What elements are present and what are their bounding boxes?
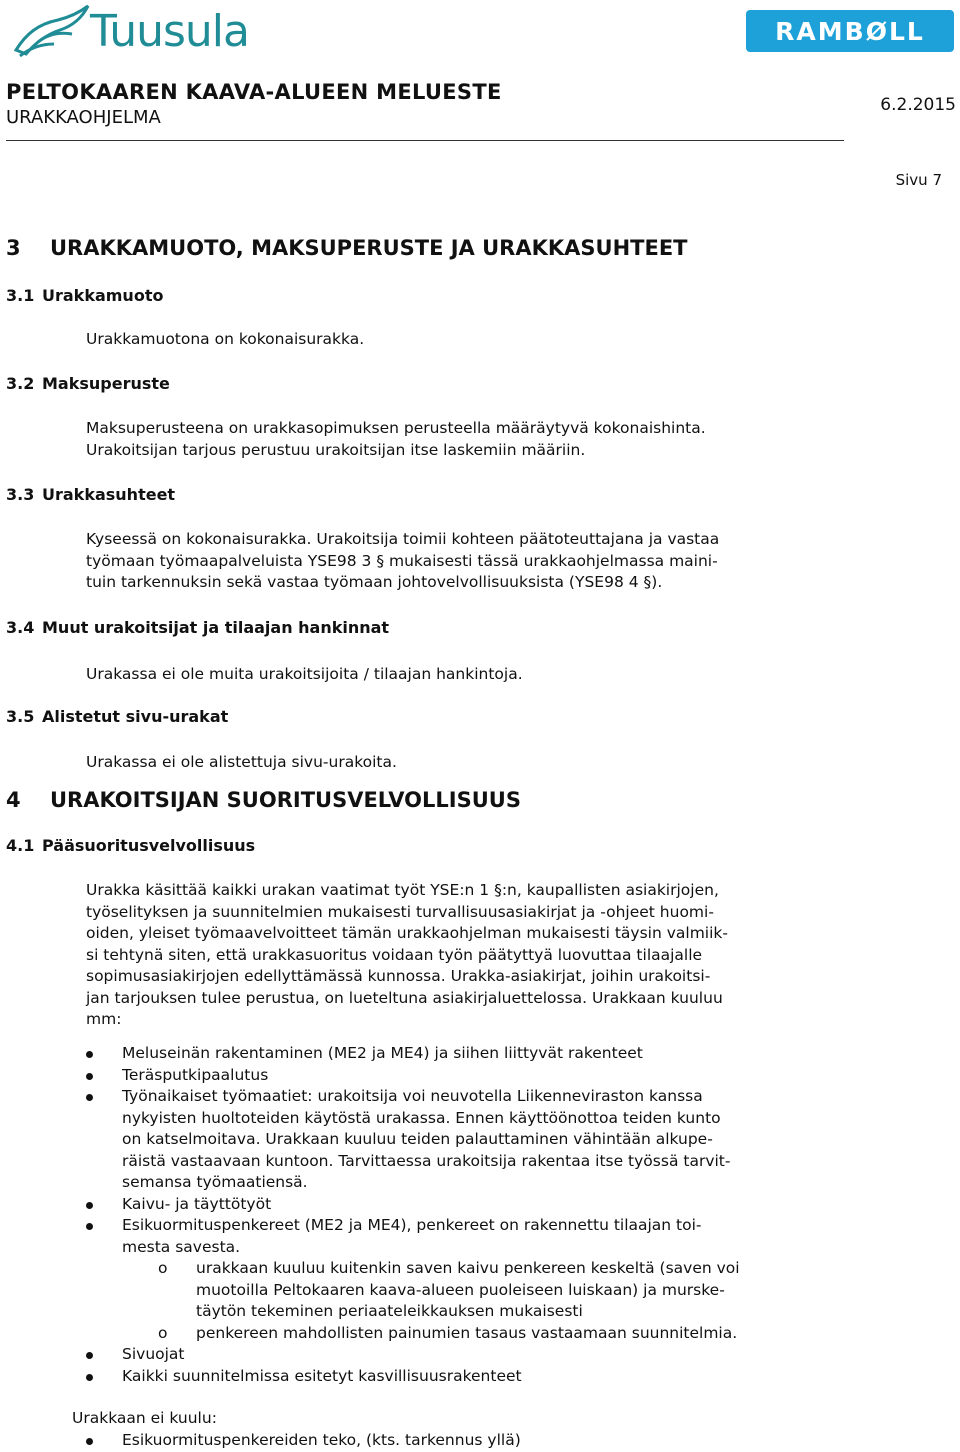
heading-3 bbox=[6, 236, 688, 260]
heading-number: 4 bbox=[6, 788, 21, 812]
bullet-icon bbox=[86, 1223, 93, 1230]
document-title: PELTOKAAREN KAAVA-ALUEEN MELUESTE bbox=[6, 80, 502, 104]
header-rule bbox=[6, 140, 844, 141]
heading-3-3 bbox=[6, 485, 175, 504]
text-line: Kyseessä on kokonaisurakka. Urakoitsija toimii kohteen päätoteuttajana ja vastaa bbox=[86, 530, 720, 548]
bullet-icon bbox=[86, 1051, 93, 1058]
heading-text: Pääsuoritusvelvollisuus bbox=[42, 836, 256, 855]
heading-text: URAKKAMUOTO, MAKSUPERUSTE JA URAKKASUHTEET bbox=[50, 236, 688, 260]
page-number: Sivu 7 bbox=[895, 171, 942, 189]
text-line: Maksuperusteena on urakkasopimuksen perusteella määräytyvä kokonaishinta. bbox=[86, 419, 706, 437]
heading-4 bbox=[6, 788, 521, 812]
list-item-text: nykyisten huoltoteiden käytöstä urakassa. Ennen käyttöönottoa teiden kunto bbox=[122, 1108, 721, 1127]
excludes-list bbox=[86, 1430, 876, 1452]
heading-number: 3.5 bbox=[6, 707, 35, 726]
heading-3-5 bbox=[6, 707, 228, 726]
list-item-text: Kaikki suunnitelmissa esitetyt kasvillisuusrakenteet bbox=[122, 1366, 522, 1385]
paragraph-4-1 bbox=[86, 880, 846, 1031]
list-item bbox=[86, 1194, 876, 1216]
bullet-icon bbox=[86, 1094, 93, 1101]
text-line: Urakkamuotona on kokonaisurakka. bbox=[86, 330, 365, 348]
list-item-text: Teräsputkipaalutus bbox=[122, 1065, 269, 1084]
bullet-icon bbox=[86, 1374, 93, 1381]
heading-3-1 bbox=[6, 286, 163, 305]
heading-number: 3.2 bbox=[6, 374, 35, 393]
bullet-icon bbox=[86, 1352, 93, 1359]
heading-text: Urakkamuoto bbox=[42, 286, 164, 305]
paragraph-3-3 bbox=[86, 529, 846, 594]
includes-list bbox=[86, 1043, 876, 1387]
list-item-text: Kaivu- ja täyttötyöt bbox=[122, 1194, 272, 1213]
document-date: 6.2.2015 bbox=[880, 95, 956, 115]
list-item-text: Esikuormituspenkereet (ME2 ja ME4), penkereet on rakennettu tilaajan toi- bbox=[122, 1216, 702, 1234]
text-line: Urakoitsijan tarjous perustuu urakoitsijan itse laskemiin määriin. bbox=[86, 440, 586, 459]
list-item bbox=[86, 1430, 876, 1452]
text-line: työmaan työmaapalveluista YSE98 3 § mukaisesti tässä urakkaohjelmassa maini- bbox=[86, 551, 718, 570]
text-line: Urakassa ei ole alistettuja sivu-urakoita. bbox=[86, 753, 397, 771]
ramboll-logo-text: RAMBØLL bbox=[775, 17, 925, 46]
sub-list-item-text: penkereen mahdollisten painumien tasaus vastaamaan suunnitelmia. bbox=[196, 1323, 738, 1342]
sub-list-item-text: täytön tekeminen periaateleikkauksen mukaisesti bbox=[196, 1302, 583, 1320]
bullet-icon bbox=[86, 1438, 93, 1445]
list-item bbox=[86, 1043, 876, 1065]
heading-3-4 bbox=[6, 618, 389, 637]
tuusula-logo-text: Tuusula bbox=[90, 6, 249, 57]
sub-list-item-text: urakkaan kuuluu kuitenkin saven kaivu penkereen keskeltä (saven voi bbox=[196, 1259, 740, 1277]
heading-number: 4.1 bbox=[6, 836, 35, 855]
list-item bbox=[86, 1215, 876, 1258]
heading-4-1 bbox=[6, 836, 255, 855]
paragraph-3-2 bbox=[86, 418, 846, 461]
text-line: sopimusasiakirjojen edellyttämässä kunnossa. Urakka-asiakirjat, joihin urakoitsi- bbox=[86, 967, 711, 985]
sub-bullet-marker: o bbox=[158, 1323, 168, 1342]
paragraph-3-4 bbox=[86, 664, 846, 686]
excludes-heading: Urakkaan ei kuulu: bbox=[72, 1409, 217, 1427]
sub-list-item bbox=[86, 1323, 876, 1345]
sub-list-item bbox=[86, 1258, 876, 1323]
text-line: tuin tarkennuksin sekä vastaa työmaan johtovelvollisuuksista (YSE98 4 §). bbox=[86, 573, 663, 591]
heading-3-2 bbox=[6, 374, 170, 393]
text-line: Urakassa ei ole muita urakoitsijoita / tilaajan hankintoja. bbox=[86, 665, 523, 683]
list-item-text: räistä vastaavaan kuntoon. Tarvittaessa urakoitsija rakentaa itse työssä tarvit- bbox=[122, 1151, 731, 1170]
ramboll-logo bbox=[746, 10, 954, 52]
heading-number: 3 bbox=[6, 236, 21, 260]
list-item-text: Sivuojat bbox=[122, 1345, 185, 1363]
text-line: oiden, yleiset työmaavelvoitteet tämän urakkaohjelman mukaisesti täysin valmiik- bbox=[86, 924, 728, 942]
text-line: jan tarjouksen tulee perustua, on lueteltuna asiakirjaluettelossa. Urakkaan kuuluu bbox=[86, 988, 723, 1007]
bullet-icon bbox=[86, 1202, 93, 1209]
document-subtitle: URAKKAOHJELMA bbox=[6, 107, 161, 128]
text-line: si tehtynä siten, että urakkasuoritus voidaan työn päätyttyä luovuttaa tilaajalle bbox=[86, 945, 703, 964]
heading-number: 3.3 bbox=[6, 485, 35, 504]
text-line: työselityksen ja suunnitelmien mukaisesti turvallisuusasiakirjat ja -ohjeet huomi- bbox=[86, 902, 714, 921]
list-item-text: semansa työmaatiensä. bbox=[122, 1173, 308, 1191]
heading-text: Urakkasuhteet bbox=[42, 485, 176, 504]
sub-list-item-text: muotoilla Peltokaaren kaava-alueen puoleiseen luiskaan) ja murske- bbox=[196, 1280, 725, 1299]
text-line: mm: bbox=[86, 1010, 122, 1028]
tuusula-logo bbox=[8, 4, 308, 60]
heading-text: Maksuperuste bbox=[42, 374, 170, 393]
list-item bbox=[86, 1344, 876, 1366]
heading-text: Muut urakoitsijat ja tilaajan hankinnat bbox=[42, 618, 390, 637]
sub-bullet-marker: o bbox=[158, 1259, 168, 1277]
tuusula-bird-icon bbox=[8, 4, 90, 60]
list-item-text: on katselmoitava. Urakkaan kuuluu teiden palauttaminen vähintään alkupe- bbox=[122, 1130, 713, 1148]
list-item bbox=[86, 1065, 876, 1087]
list-item-text: Meluseinän rakentaminen (ME2 ja ME4) ja siihen liittyvät rakenteet bbox=[122, 1044, 643, 1062]
list-item-text: Työnaikaiset työmaatiet: urakoitsija voi neuvotella Liikenneviraston kanssa bbox=[122, 1087, 703, 1105]
heading-number: 3.4 bbox=[6, 618, 35, 637]
list-item bbox=[86, 1086, 876, 1194]
paragraph-3-5 bbox=[86, 752, 846, 774]
text-line: Urakka käsittää kaikki urakan vaatimat työt YSE:n 1 §:n, kaupallisten asiakirjojen, bbox=[86, 881, 719, 899]
heading-number: 3.1 bbox=[6, 286, 35, 305]
list-item bbox=[86, 1366, 876, 1388]
bullet-icon bbox=[86, 1073, 93, 1080]
heading-text: Alistetut sivu-urakat bbox=[42, 707, 229, 726]
paragraph-3-1 bbox=[86, 329, 846, 351]
list-item-text: Esikuormituspenkereiden teko, (kts. tarkennus yllä) bbox=[122, 1431, 521, 1449]
list-item-text: mesta savesta. bbox=[122, 1237, 241, 1256]
heading-text: URAKOITSIJAN SUORITUSVELVOLLISUUS bbox=[50, 788, 521, 812]
